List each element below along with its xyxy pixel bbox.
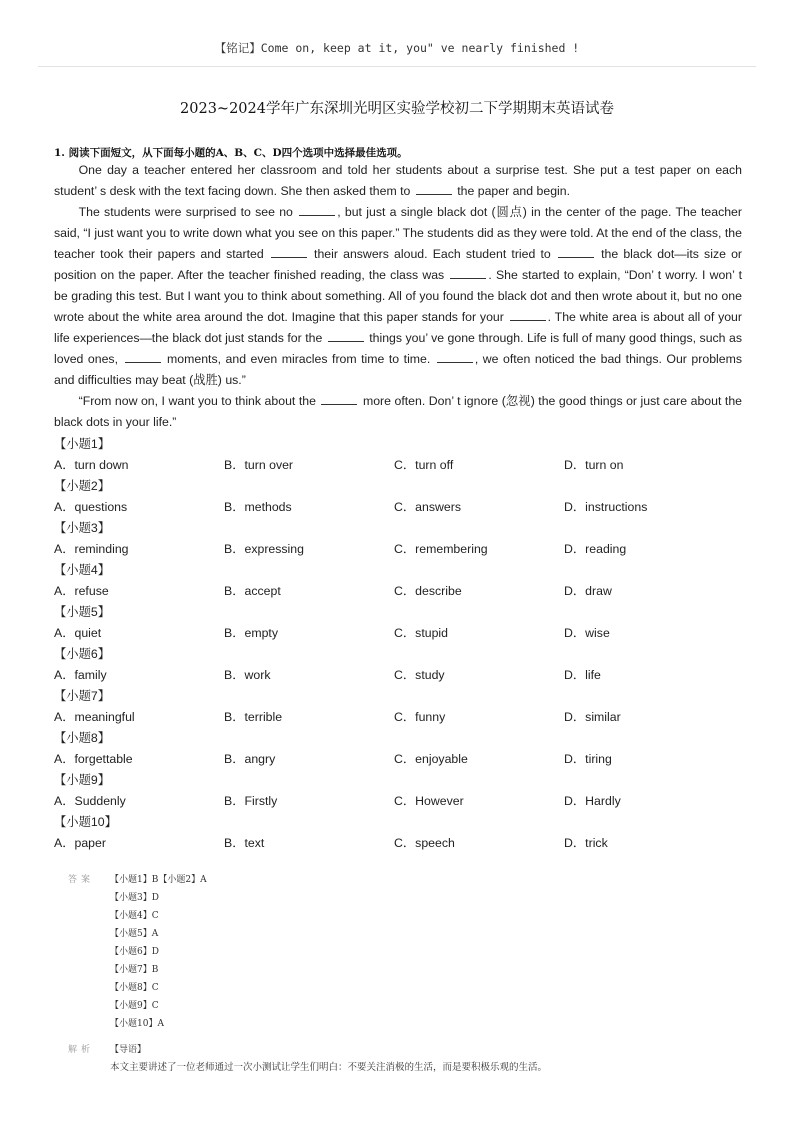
option-c[interactable]: C．funny <box>394 710 446 724</box>
option-a[interactable]: A．paper <box>54 836 106 850</box>
option-a[interactable]: A．refuse <box>54 584 109 598</box>
question-label: 【小题3】 <box>54 521 111 535</box>
blank-7 <box>328 330 364 342</box>
question-instruction: 1. 阅读下面短文，从下面每小题的A、B、C、D四个选项中选择最佳选项。 <box>54 147 408 159</box>
option-a[interactable]: A．quiet <box>54 626 102 640</box>
question-item <box>54 644 754 686</box>
blank-9 <box>437 351 473 363</box>
answer-line: 【小题4】C <box>110 911 159 921</box>
reading-passage <box>54 160 742 433</box>
analysis-text: 本文主要讲述了一位老师通过一次小测试让学生们明白：不要关注消极的生活，而是要积极乐观的生活。 <box>110 1062 548 1073</box>
answer-label: 答案 <box>68 875 95 885</box>
option-d[interactable]: D．reading <box>564 542 627 556</box>
option-b[interactable]: B．work <box>224 668 271 682</box>
option-b[interactable]: B．text <box>224 836 265 850</box>
option-d[interactable]: D．similar <box>564 710 621 724</box>
option-a[interactable]: A．turn down <box>54 458 129 472</box>
passage-text: their answers aloud. Each student tried to <box>314 247 551 261</box>
answer-line: 【小题6】D <box>110 947 159 957</box>
option-c[interactable]: C．enjoyable <box>394 752 468 766</box>
question-label: 【小题10】 <box>54 815 117 829</box>
blank-3 <box>271 246 307 258</box>
passage-paragraph-2 <box>54 202 742 391</box>
answer-line: 【小题1】B【小题2】A <box>110 875 207 885</box>
question-item <box>54 770 754 812</box>
option-row <box>54 833 754 854</box>
passage-text: things you’ ve gone through. Life is full of many good things, such as loved ones, <box>54 331 742 366</box>
header-divider <box>38 66 756 67</box>
option-d[interactable]: D．tiring <box>564 752 612 766</box>
answer-line: 【小题3】D <box>110 893 159 903</box>
option-c[interactable]: C．turn off <box>394 458 454 472</box>
passage-text: . She started to explain, “Don’ t worry. I won’ t be grading this test. But I want you to think about something. All of you found the black dot and then wrote about it, but no one wrote about the white area around the dot. Imagine that this paper stands for your <box>54 268 742 324</box>
blank-1 <box>416 183 452 195</box>
option-d[interactable]: D．turn on <box>564 458 624 472</box>
option-row <box>54 497 754 518</box>
passage-text: The students were surprised to see no <box>78 205 293 219</box>
answer-line: 【小题10】A <box>110 1019 164 1029</box>
option-c[interactable]: C．study <box>394 668 445 682</box>
option-b[interactable]: B．accept <box>224 584 281 598</box>
answer-line: 【小题7】B <box>110 965 159 975</box>
question-label: 【小题9】 <box>54 773 111 787</box>
blank-4 <box>558 246 594 258</box>
option-a[interactable]: A．forgettable <box>54 752 133 766</box>
passage-text: , we often noticed the bad things. Our problems and difficulties may beat (战胜) us.” <box>54 352 742 387</box>
option-b[interactable]: B．expressing <box>224 542 304 556</box>
analysis-title: 【导语】 <box>110 1045 147 1055</box>
passage-paragraph-1 <box>54 160 742 202</box>
option-c[interactable]: C．speech <box>394 836 455 850</box>
passage-text: moments, and even miracles from time to time. <box>167 352 431 366</box>
option-b[interactable]: B．empty <box>224 626 278 640</box>
option-b[interactable]: B．turn over <box>224 458 294 472</box>
answer-line: 【小题5】A <box>110 929 159 939</box>
blank-10 <box>321 393 357 405</box>
question-label: 【小题5】 <box>54 605 111 619</box>
question-label: 【小题8】 <box>54 731 111 745</box>
option-d[interactable]: D．life <box>564 668 601 682</box>
option-a[interactable]: A．reminding <box>54 542 129 556</box>
blank-5 <box>450 267 486 279</box>
question-item <box>54 602 754 644</box>
passage-text: One day a teacher entered her classroom and told her students about a surprise test. She put a test paper on each student’ s desk with the text facing down. She then asked them to <box>54 163 742 198</box>
option-c[interactable]: C．However <box>394 794 464 808</box>
option-a[interactable]: A．Suddenly <box>54 794 126 808</box>
question-label: 【小题2】 <box>54 479 111 493</box>
option-row <box>54 581 754 602</box>
option-d[interactable]: D．Hardly <box>564 794 621 808</box>
question-item <box>54 560 754 602</box>
blank-6 <box>510 309 546 321</box>
passage-text: . The white area is about all of your life experiences—the black dot just stands for the <box>54 310 742 345</box>
option-c[interactable]: C．stupid <box>394 626 448 640</box>
question-item <box>54 476 754 518</box>
question-label: 【小题7】 <box>54 689 111 703</box>
option-c[interactable]: C．describe <box>394 584 462 598</box>
question-item <box>54 518 754 560</box>
header-motto: 【铭记】Come on, keep at it, you" ve nearly finished ! <box>214 41 580 55</box>
passage-text: the black dot—its size or position on the paper. After the teacher finished reading, the class was <box>54 247 743 282</box>
question-label: 【小题1】 <box>54 437 111 451</box>
option-b[interactable]: B．Firstly <box>224 794 278 808</box>
question-list <box>54 434 754 854</box>
blank-8 <box>125 351 161 363</box>
answer-line: 【小题9】C <box>110 1001 159 1011</box>
option-row <box>54 749 754 770</box>
passage-text: more often. Don’ t ignore (忽视) the good things or just care about the black dots in your life.” <box>54 394 742 429</box>
option-b[interactable]: B．methods <box>224 500 292 514</box>
option-a[interactable]: A．questions <box>54 500 128 514</box>
option-d[interactable]: D．wise <box>564 626 610 640</box>
option-row <box>54 539 754 560</box>
page-title: 2023~2024学年广东深圳光明区实验学校初二下学期期末英语试卷 <box>180 101 614 117</box>
option-row <box>54 707 754 728</box>
option-a[interactable]: A．meaningful <box>54 710 135 724</box>
option-row <box>54 623 754 644</box>
option-row <box>54 455 754 476</box>
option-c[interactable]: C．answers <box>394 500 461 514</box>
question-item <box>54 812 754 854</box>
passage-text: , but just a single black dot (圆点) in the center of the page. The teacher said, “I just want you to write down what you see on this paper.” The students did as they were told. At the end of the class, the teacher took their papers and started <box>54 205 742 261</box>
option-d[interactable]: D．trick <box>564 836 608 850</box>
option-a[interactable]: A．family <box>54 668 107 682</box>
option-row <box>54 665 754 686</box>
question-item <box>54 728 754 770</box>
passage-paragraph-3 <box>54 391 742 433</box>
blank-2 <box>299 204 335 216</box>
option-b[interactable]: B．angry <box>224 752 276 766</box>
passage-text: “From now on, I want you to think about the <box>78 394 316 408</box>
passage-text: the paper and begin. <box>457 184 571 198</box>
question-item <box>54 686 754 728</box>
option-b[interactable]: B．terrible <box>224 710 283 724</box>
question-item <box>54 434 754 476</box>
analysis-label: 解析 <box>68 1045 95 1055</box>
option-row <box>54 791 754 812</box>
option-c[interactable]: C．remembering <box>394 542 488 556</box>
answer-line: 【小题8】C <box>110 983 159 993</box>
question-label: 【小题4】 <box>54 563 111 577</box>
option-d[interactable]: D．draw <box>564 584 612 598</box>
question-label: 【小题6】 <box>54 647 111 661</box>
option-d[interactable]: D．instructions <box>564 500 648 514</box>
